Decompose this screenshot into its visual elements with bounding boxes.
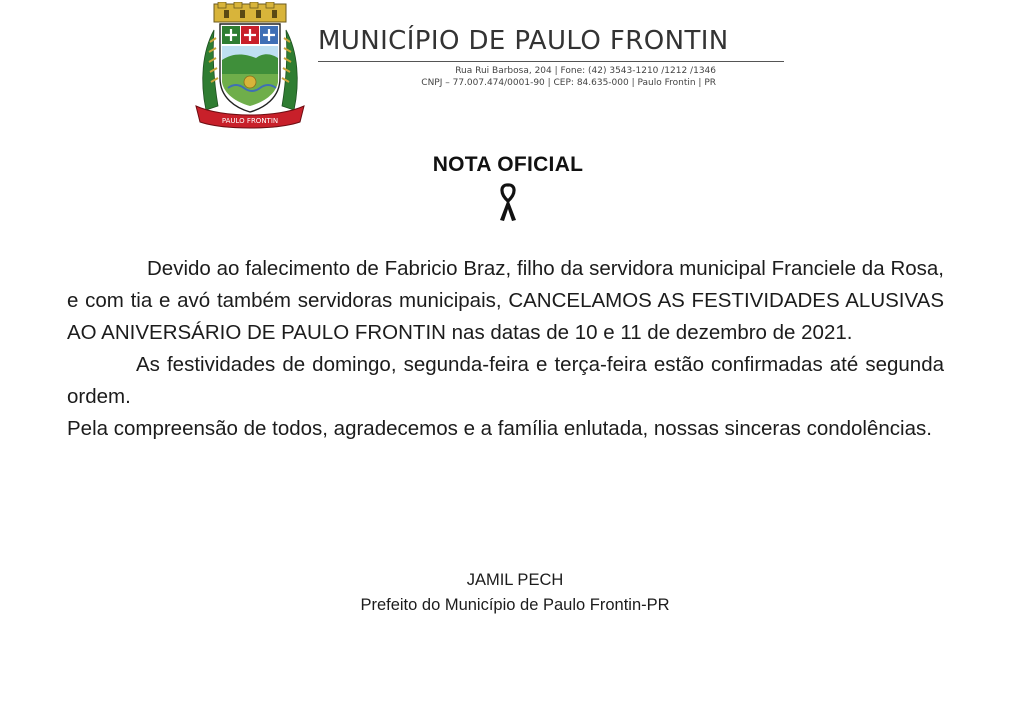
signature-block: [0, 568, 1024, 618]
header-divider: [318, 61, 784, 62]
notice-paragraph-3: Pela compreensão de todos, agradecemos e a família enlutada, nossas sinceras condolências.: [67, 417, 932, 440]
address-line: Rua Rui Barbosa, 204 | Fone: (42) 3543-1210 /1212 /1346: [455, 66, 716, 76]
notice-title: NOTA OFICIAL: [432, 153, 584, 176]
organization-name: MUNICÍPIO DE PAULO FRONTIN: [318, 26, 729, 56]
notice-body: [67, 253, 944, 445]
organization-block: [318, 22, 786, 89]
signatory-role: Prefeito do Município de Paulo Frontin-PR: [360, 596, 670, 614]
letterhead: [0, 0, 1024, 135]
notice-paragraph-1: Devido ao falecimento de Fabricio Braz, filho da servidora municipal Franciele da Rosa, e com tia e avó também servidoras municipais, CANCELAMOS AS FESTIVIDADES ALUSIVAS AO ANIVERSÁRIO DE PAULO FRONTIN nas datas de 10 e 11 de dezembro de 2021.: [67, 257, 944, 344]
crest-banner-text: PAULO FRONTIN: [221, 117, 279, 125]
signatory-name: JAMIL PECH: [466, 571, 564, 589]
notice-paragraph-2: As festividades de domingo, segunda-feira e terça-feira estão confirmadas até segunda ordem.: [67, 353, 944, 408]
mourning-ribbon-icon: [495, 183, 521, 223]
registry-line: CNPJ – 77.007.474/0001-90 | CEP: 84.635-000 | Paulo Frontin | PR: [421, 78, 716, 88]
municipal-coat-of-arms-icon: [192, 2, 308, 130]
